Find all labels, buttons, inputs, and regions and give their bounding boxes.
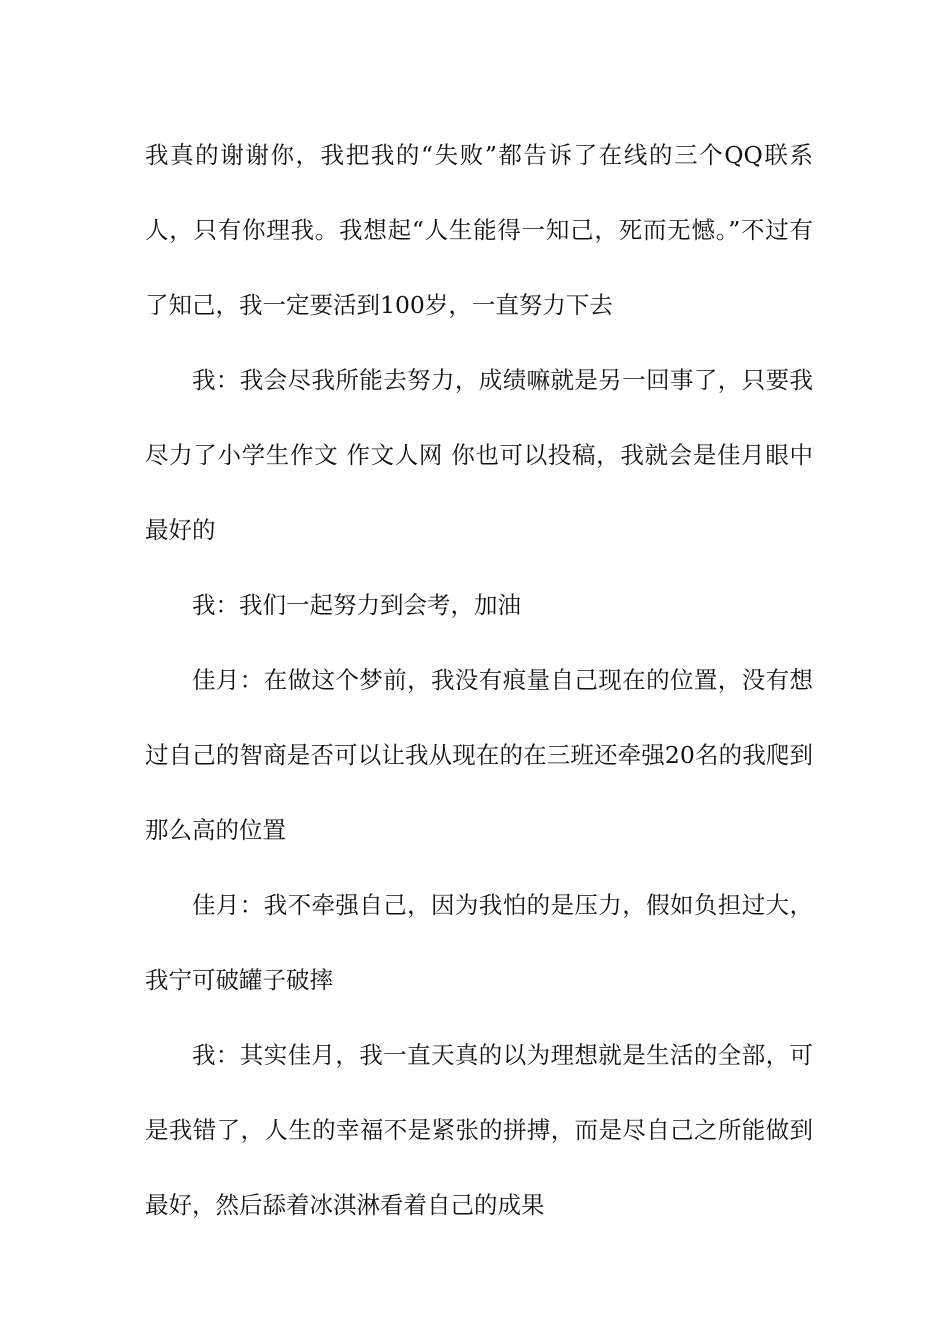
- paragraph-5: 佳月：我不牵强自己，因为我怕的是压力，假如负担过大，我宁可破罐子破摔: [145, 891, 813, 994]
- paragraph-4: 佳月：在做这个梦前，我没有痕量自己现在的位置，没有想过自己的智商是否可以让我从现在的在三班还牵强20名的我爬到那么高的位置: [145, 666, 813, 844]
- document-body: [145, 118, 813, 1243]
- paragraph-6: 我：其实佳月，我一直天真的以为理想就是生活的全部，可是我错了，人生的幸福不是紧张的拼搏，而是尽自己之所能做到最好，然后舔着冰淇淋看着自己的成果: [145, 1041, 813, 1219]
- paragraph-2: 我：我会尽我所能去努力，成绩嘛就是另一回事了，只要我尽力了小学生作文 作文人网 你也可以投稿，我就会是佳月眼中最好的: [145, 366, 813, 544]
- paragraph-3: 我：我们一起努力到会考，加油: [192, 591, 521, 619]
- paragraph-1: 我真的谢谢你，我把我的“失败”都告诉了在线的三个QQ联系人，只有你理我。我想起“人生能得一知己，死而无憾。”不过有了知己，我一定要活到100岁，一直努力下去: [145, 141, 813, 319]
